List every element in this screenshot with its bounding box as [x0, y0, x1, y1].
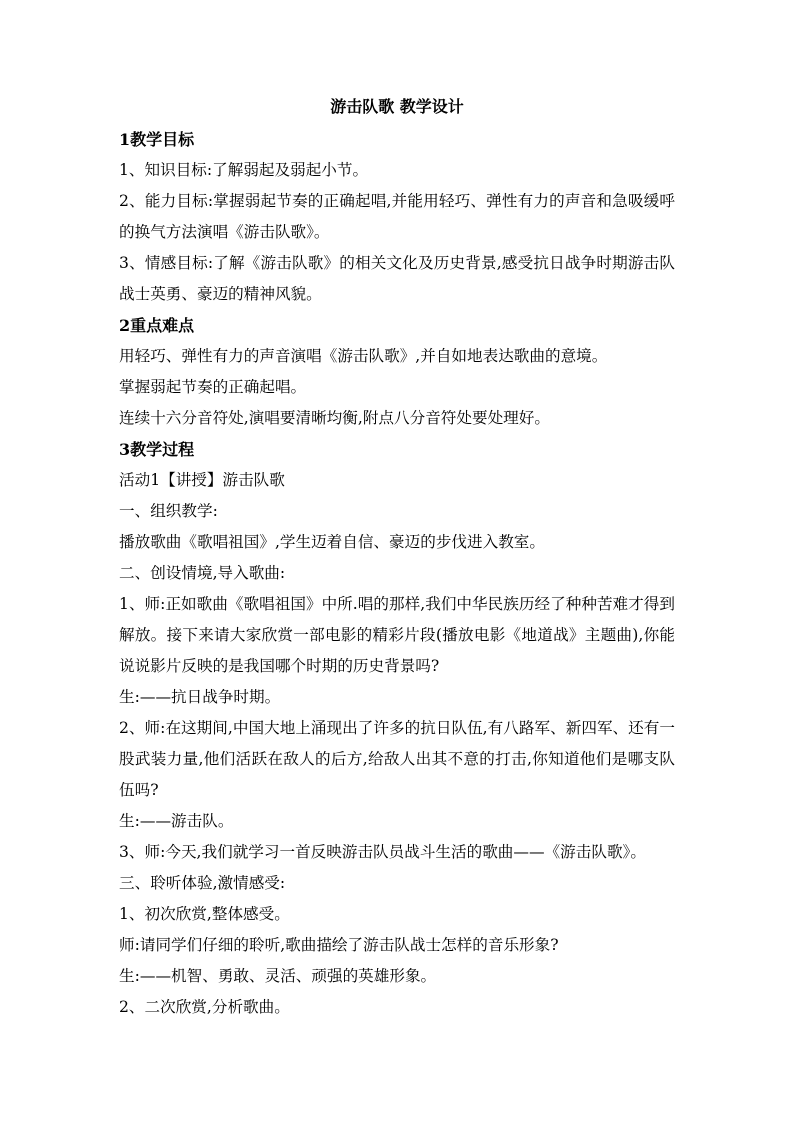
section-heading-process: 3教学过程 [119, 440, 195, 459]
paragraph-ability-objective: 2、能力目标:掌握弱起节奏的正确起唱,并能用轻巧、弹性有力的声音和急吸缓呼的换气方法演唱《游击队歌》。 [119, 192, 675, 241]
document-title: 游击队歌 教学设计 [330, 97, 464, 116]
paragraph-organize-teaching: 一、组织教学: [119, 502, 218, 520]
paragraph-student-1: 生:——抗日战争时期。 [119, 688, 281, 706]
paragraph-listen-experience: 三、聆听体验,激情感受: [119, 874, 286, 892]
paragraph-emotion-objective: 3、情感目标:了解《游击队歌》的相关文化及历史背景,感受抗日战争时期游击队战士英勇、豪迈的精神风貌。 [119, 254, 675, 303]
section-heading-objectives: 1教学目标 [119, 130, 195, 149]
paragraph-teacher-1: 1、师:正如歌曲《歌唱祖国》中所.唱的那样,我们中华民族历经了种种苦难才得到解放。接下来请大家欣赏一部电影的精彩片段(播放电影《地道战》主题曲),你能说说影片反映的是我国哪个时期的历史背景吗? [119, 595, 675, 675]
paragraph-key-point-3: 连续十六分音符处,演唱要清晰均衡,附点八分音符处要处理好。 [119, 409, 550, 427]
paragraph-teacher-4: 师:请同学们仔细的聆听,歌曲描绘了游击队战士怎样的音乐形象? [119, 936, 559, 954]
paragraph-knowledge-objective: 1、知识目标:了解弱起及弱起小节。 [119, 161, 369, 179]
paragraph-key-point-1: 用轻巧、弹性有力的声音演唱《游击队歌》,并自如地表达歌曲的意境。 [119, 347, 608, 365]
paragraph-student-3: 生:——机智、勇敢、灵活、顽强的英雄形象。 [119, 967, 437, 985]
paragraph-play-song: 播放歌曲《歌唱祖国》,学生迈着自信、豪迈的步伐进入教室。 [119, 533, 545, 551]
paragraph-student-2: 生:——游击队。 [119, 812, 234, 830]
paragraph-teacher-2: 2、师:在这期间,中国大地上涌现出了许多的抗日队伍,有八路军、新四军、还有一股武装力量,他们活跃在敌人的后方,给敌人出其不意的打击,你知道他们是哪支队伍吗? [119, 719, 675, 799]
paragraph-second-listen: 2、二次欣赏,分析歌曲。 [119, 998, 290, 1016]
document-body [119, 124, 675, 1023]
section-heading-key-points: 2重点难点 [119, 316, 195, 335]
paragraph-key-point-2: 掌握弱起节奏的正确起唱。 [119, 378, 307, 396]
paragraph-teacher-3: 3、师:今天,我们就学习一首反映游击队员战斗生活的歌曲——《游击队歌》。 [119, 843, 646, 861]
paragraph-activity-1: 活动1【讲授】游击队歌 [119, 471, 285, 489]
paragraph-create-context: 二、创设情境,导入歌曲: [119, 564, 286, 582]
paragraph-first-listen: 1、初次欣赏,整体感受。 [119, 905, 290, 923]
